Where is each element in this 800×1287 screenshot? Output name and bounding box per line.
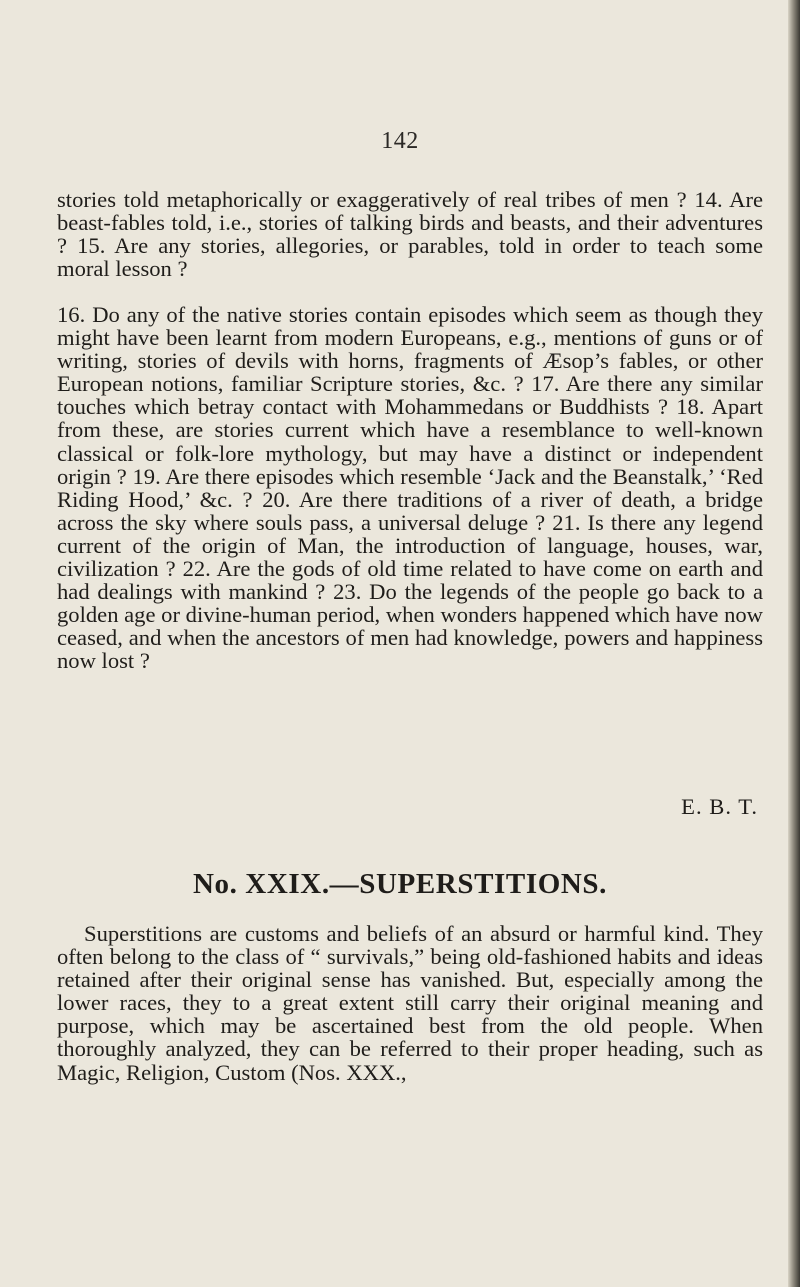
section-body-text: Superstitions are customs and beliefs of an absurd or harmful kind. They often belong to the class of “ survivals,” being old-fashioned habits and ideas retained after their original sense has vanished. But, especially among the lower races, they to a great extent still carry their original meaning and purpose, which may be ascertained best from the old people. When thoroughly analyzed, they can be referred to their proper heading, such as Magic, Religion, Custom (Nos. XXX., bbox=[57, 921, 763, 1085]
section-body-paragraph bbox=[57, 922, 763, 1084]
continuation-paragraph bbox=[57, 188, 763, 280]
section-heading: No. XXIX.—SUPERSTITIONS. bbox=[192, 868, 608, 900]
page-number: 142 bbox=[381, 128, 419, 154]
continuation-text: stories told metaphorically or exaggeratively of real tribes of men ? 14. Are beast-fables told, i.e., stories of talking birds and beasts, and their adventures ? 15. Are any stories, allegories, or parables, told in order to teach some moral lesson ? bbox=[57, 187, 763, 282]
questions-text: 16. Do any of the native stories contain episodes which seem as though they might have been learnt from modern Europeans, e.g., mentions of guns or of writing, stories of devils with horns, fragments of Æsop’s fables, or other European notions, familiar Scripture stories, &c. ? 17. Are there any similar touches which betray contact with Mohammedans or Buddhists ? 18. Apart from these, are stories current which have a resemblance to well-known classical or folk-lore mythology, but may have a distinct or independent origin ? 19. Are there episodes which resemble ‘Jack and the Beanstalk,’ ‘Red Riding Hood,’ &c. ? 20. Are there traditions of a river of death, a bridge across the sky where souls pass, a universal deluge ? 21. Is there any legend current of the origin of Man, the introduction of language, houses, war, civilization ? 22. Are the gods of old time related to have come on earth and had dealings with mankind ? 23. Do the legends of the people go back to a golden age or divine-human period, when wonders happened which have now ceased, and when the ancestors of men had knowledge, powers and happiness now lost ? bbox=[57, 302, 763, 674]
author-initials: E. B. T. bbox=[681, 794, 758, 819]
page-edge-shadow bbox=[788, 0, 800, 1287]
questions-paragraph bbox=[57, 303, 763, 673]
